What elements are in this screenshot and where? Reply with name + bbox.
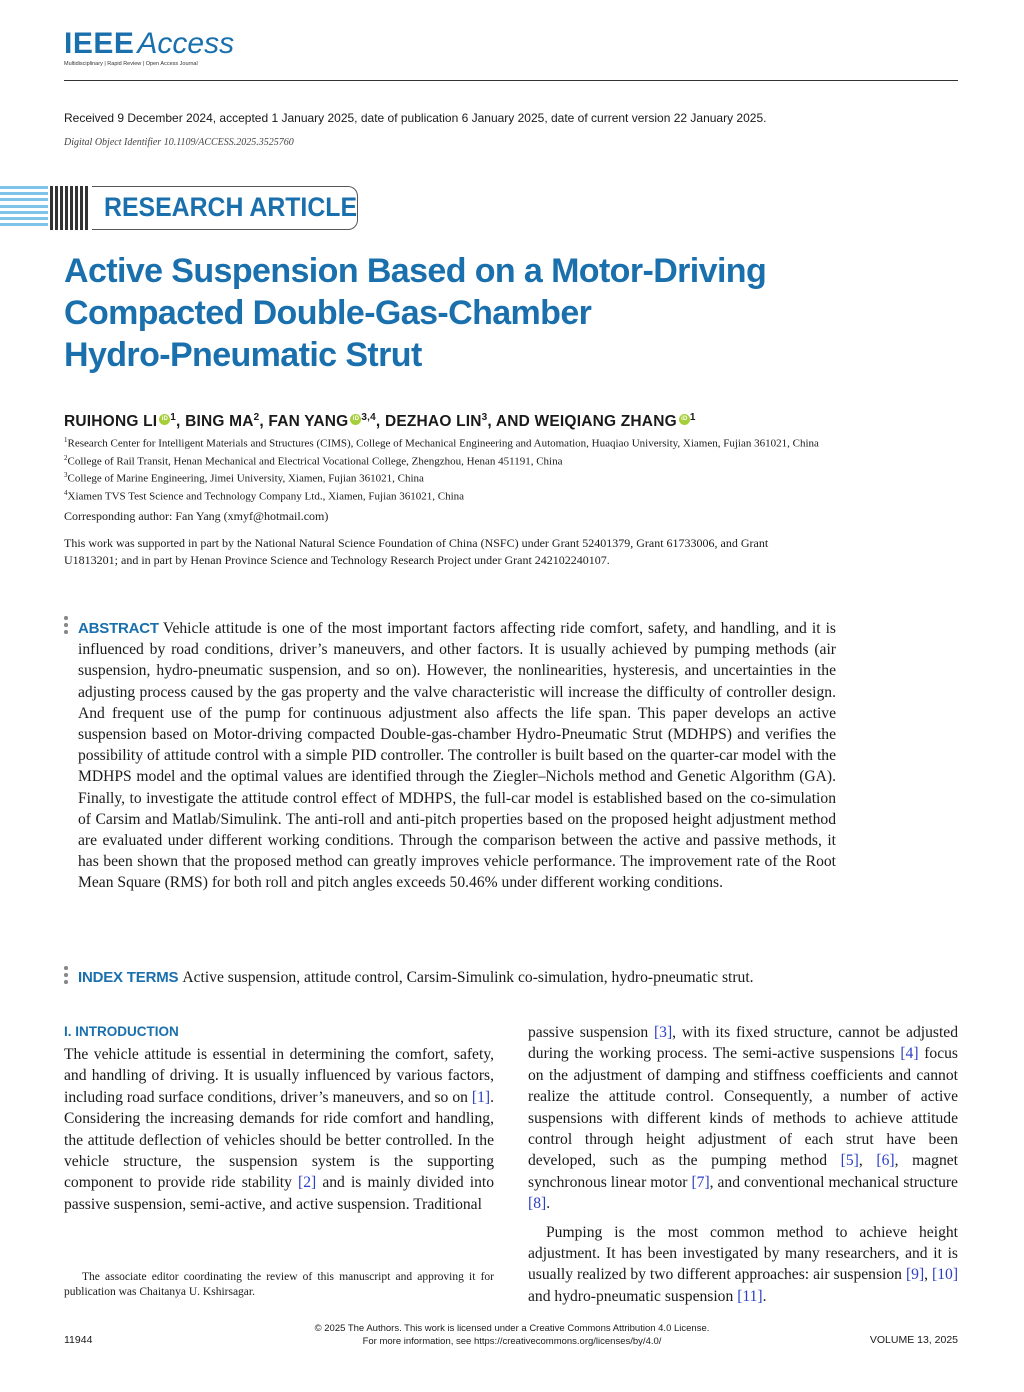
author-name: BING MA bbox=[185, 413, 254, 431]
abstract bbox=[78, 618, 836, 894]
citation-link[interactable]: [7] bbox=[691, 1173, 710, 1191]
title-line: Active Suspension Based on a Motor-Driving bbox=[64, 252, 767, 290]
author-affil-sup: 1 bbox=[689, 412, 696, 423]
affiliation-item: $^4$Xiamen TVS Test Science and Technology Company Ltd., Xiamen, Fujian 361021, China bbox=[64, 488, 465, 503]
citation-link[interactable]: [1] bbox=[471, 1088, 491, 1106]
author-name: AND WEIQIANG ZHANG bbox=[495, 413, 677, 431]
index-terms-heading: INDEX TERMS bbox=[78, 969, 179, 986]
doi-line: Digital Object Identifier 10.1109/ACCESS.2025.3525760 bbox=[64, 137, 294, 148]
orcid-icon[interactable]: iD bbox=[679, 414, 690, 425]
author-affil-sup: 3,4 bbox=[361, 412, 376, 423]
corresponding-author: Corresponding author: Fan Yang (xmyf@hotmail.com) bbox=[64, 509, 329, 523]
logo-tagline: Multidisciplinary | Rapid Review | Open Access Journal bbox=[64, 61, 198, 67]
citation-link[interactable]: [4] bbox=[900, 1045, 919, 1063]
abstract-text: Vehicle attitude is one of the most important factors affecting ride comfort, safety, and handling, and it is influenced by road conditions, driver’s maneuvers, and other factors. It is usually achieved by pumping methods (air suspension, hydro-pneumatic suspension, and so on). However, the nonlinearities, hysteresis, and uncertainties in the adjusting process caused by the gas property and the valve characteristic will increase the difficulty of controller design. And frequent use of the pump for continuous adjustment also affects the life span. This paper develops an active suspension based on Motor-driving compacted Double-gas-chamber Hydro-Pneumatic Strut (MDHPS) and verifies the possibility of attitude control with a simple PID controller. The controller is built based on the quarter-car model with the MDHPS model and the optimal values are identified through the Ziegler–Nichols method and Genetic Algorithm (GA). Finally, to investigate the attitude control effect of MDHPS, the full-car model is established based on the co-simulation of Carsim and Matlab/Simulink. The anti-roll and anti-pitch properties based on the proposed height adjustment method are evaluated under different working conditions. Through the comparison between the active and passive methods, it has been shown that the proposed method can greatly improves vehicle performance. The improvement rate of the Root Mean Square (RMS) for both roll and pitch angles exceeds 50.46% under different working conditions. bbox=[78, 620, 836, 892]
logo-ieee: IEEE bbox=[64, 27, 135, 60]
intro-right-column bbox=[528, 1022, 958, 1307]
affiliation-item: $^3$College of Marine Engineering, Jimei University, Xiamen, Fujian 361021, China bbox=[64, 471, 424, 485]
index-terms-text: Active suspension, attitude control, Carsim-Simulink co-simulation, hydro-pneumatic strut. bbox=[182, 969, 754, 986]
author-name: FAN YANG bbox=[268, 413, 349, 431]
paragraph: passive suspension [3], with its fixed structure, cannot be adjusted during the working process. The semi-active suspensions [4] focus on the adjustment of damping and stiffness coefficients and cannot realize the attitude control. Consequently, a number of active suspensions with different kinds of methods to achieve attitude control through height adjustment of each strut have been developed, such as the pumping method [5], [6], magnet synchronous linear motor [7], and conventional mechanical structure [8]. bbox=[528, 1024, 959, 1213]
banner-bars bbox=[50, 186, 92, 230]
affiliations bbox=[64, 433, 824, 504]
banner-stripes bbox=[0, 186, 48, 230]
orcid-icon[interactable]: iD bbox=[350, 414, 361, 425]
citation-link[interactable]: [8] bbox=[528, 1195, 547, 1213]
article-title bbox=[64, 250, 824, 376]
citation-link[interactable]: [3] bbox=[653, 1024, 673, 1041]
page-number: 11944 bbox=[64, 1334, 93, 1346]
citation-link[interactable]: [9] bbox=[905, 1266, 925, 1284]
paragraph: The vehicle attitude is essential in determining the comfort, safety, and handling of driving. It is usually influenced by various factors, including road surface conditions, driver’s maneuvers, and so on [1]. Considering the increasing demands for ride comfort and handling, the attitude deflection of vehicles should be better controlled. In the vehicle structure, the suspension system is the supporting component to provide ride stability [2] and is mainly divided into passive suspension, semi-active, and active suspension. Traditional bbox=[64, 1046, 494, 1213]
author-affil-sup: 2 bbox=[253, 412, 260, 423]
index-terms-dots bbox=[64, 966, 68, 987]
volume-label: VOLUME 13, 2025 bbox=[869, 1334, 958, 1346]
license-link[interactable]: For more information, see https://creativecommons.org/licenses/by/4.0/ bbox=[362, 1336, 662, 1347]
received-dates: Received 9 December 2024, accepted 1 January 2025, date of publication 6 January 2025, date of current version 22 January 2025. bbox=[64, 111, 767, 125]
citation-link[interactable]: [2] bbox=[298, 1174, 317, 1192]
author-affil-sup: 1 bbox=[170, 412, 177, 423]
article-type-label: RESEARCH ARTICLE bbox=[104, 192, 358, 222]
author-name: RUIHONG LI bbox=[64, 413, 158, 431]
affiliation-item: $^2$College of Rail Transit, Henan Mechanical and Electrical Vocational College, Zhengzhou, Henan 451191, China bbox=[64, 453, 563, 468]
affiliation-item: $^1$Research Center for Intelligent Materials and Structures (CIMS), College of Mechanical Engineering and Automation, Huaqiao University, Xiamen, Fujian 361021, China bbox=[64, 436, 819, 450]
section-heading: I. INTRODUCTION bbox=[64, 1024, 179, 1039]
logo-access: Access bbox=[137, 27, 235, 60]
intro-left-column bbox=[64, 1044, 494, 1215]
header-divider bbox=[64, 80, 958, 81]
citation-link[interactable]: [11] bbox=[737, 1287, 763, 1305]
journal-logo bbox=[64, 28, 234, 67]
paragraph: Pumping is the most common method to achieve height adjustment. It has been investigated by many researchers, and it is usually realized by two different approaches: air suspension [9], [10] and hydro-pneumatic suspension [11]. bbox=[528, 1223, 959, 1305]
author-name: DEZHAO LIN bbox=[384, 413, 482, 431]
citation-link[interactable]: [10] bbox=[932, 1266, 959, 1284]
index-terms bbox=[78, 967, 754, 989]
abstract-dots bbox=[64, 616, 68, 637]
abstract-heading: ABSTRACT bbox=[78, 620, 159, 637]
license-line: © 2025 The Authors. This work is licensed under a Creative Commons Attribution 4.0 License. bbox=[314, 1323, 710, 1334]
title-line: Compacted Double-Gas-Chamber bbox=[64, 294, 592, 332]
title-line: Hydro-Pneumatic Strut bbox=[64, 336, 422, 374]
author-list: RUIHONG LI iD $^1$, BING $MA^2$, FAN YANG iD $^{3,4}$, DEZHAO LIN$^3$, AND WEIQIANG ZHANG iD $^1$ bbox=[64, 412, 696, 431]
citation-link[interactable]: [5] bbox=[840, 1152, 859, 1170]
editor-footnote: The associate editor coordinating the review of this manuscript and approving it for publication was Chaitanya U. Kshirsagar. bbox=[64, 1271, 494, 1298]
author-affil-sup: 3 bbox=[481, 412, 488, 423]
citation-link[interactable]: [6] bbox=[876, 1152, 895, 1170]
funding-note: This work was supported in part by the National Natural Science Foundation of China (NSFC) under Grant 52401379, Grant 61733006, and Grant U1813201; and in part by Henan Province Science and Technology Research Project under Grant 242102240107. bbox=[64, 536, 769, 567]
orcid-icon[interactable]: iD bbox=[159, 414, 170, 425]
